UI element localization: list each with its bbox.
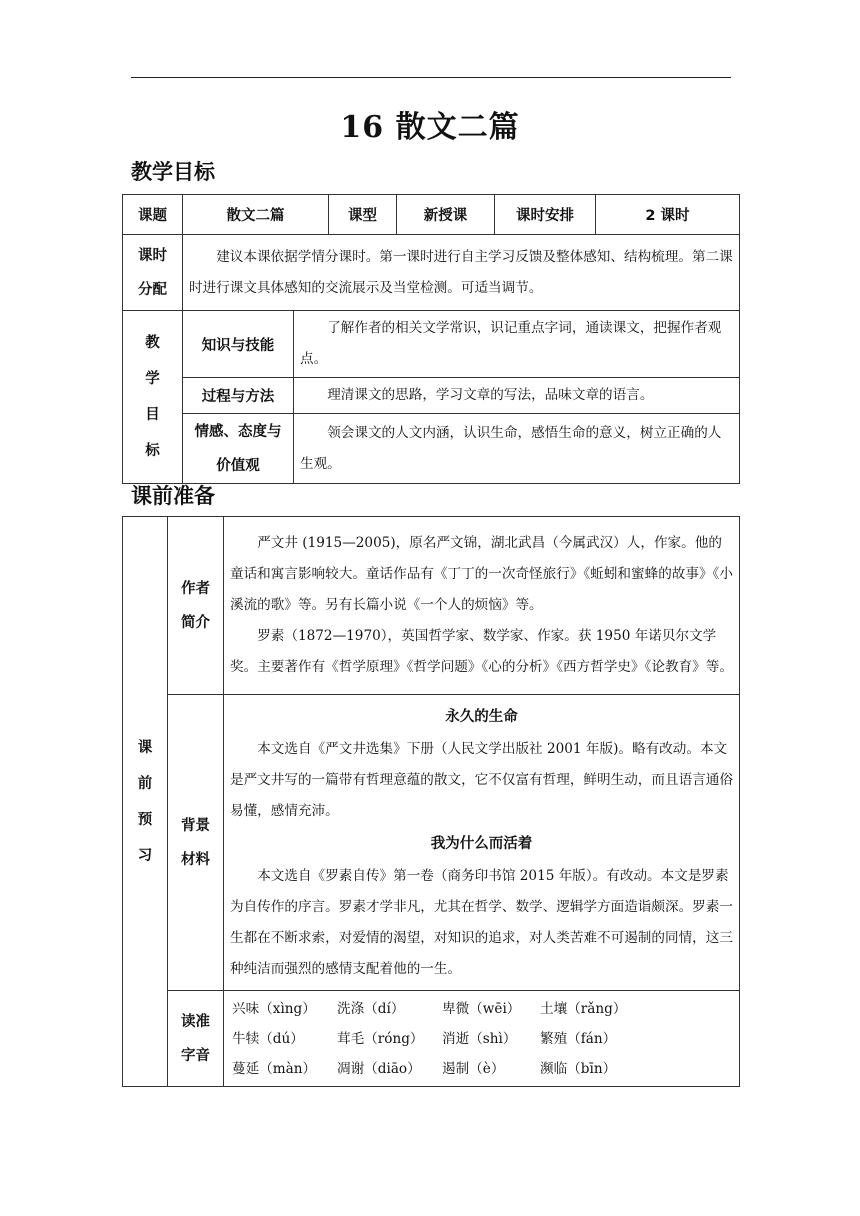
pronunciation-item: 濒临（bīn） xyxy=(540,1060,617,1077)
pronunciation-grid xyxy=(224,992,739,1086)
goals-label-char: 目 xyxy=(145,407,160,423)
pronunciation-item: 凋谢（diāo） xyxy=(337,1060,421,1077)
goals-label-char: 学 xyxy=(145,371,160,387)
pronunciation-label xyxy=(168,991,224,1087)
goal-row-knowledge xyxy=(123,311,740,378)
author-label xyxy=(168,517,224,695)
goal-text-process: 理清课文的思路，学习文章的写法，品味文章的语言。 xyxy=(294,378,740,414)
header-rule xyxy=(131,77,731,78)
allocation-label-line1: 课时 xyxy=(138,247,167,264)
pronunciation-item: 繁殖（fán） xyxy=(540,1030,617,1047)
background-title-living: 我为什么而活着 xyxy=(430,836,533,852)
pronunciation-content xyxy=(224,991,740,1087)
allocation-row xyxy=(123,235,740,311)
objectives-heading: 教学目标 xyxy=(131,160,215,184)
page-title: 16 散文二篇 xyxy=(340,110,520,145)
background-label-line1: 背景 xyxy=(181,817,210,834)
allocation-label xyxy=(123,235,183,311)
schedule-value: 2 课时 xyxy=(596,195,740,235)
goal-label-attitude-line1: 情感、态度与 xyxy=(194,423,282,440)
type-label: 课型 xyxy=(329,195,397,235)
prep-heading: 课前准备 xyxy=(131,484,215,508)
prep-side-label-char: 习 xyxy=(137,847,153,864)
author-para-russell: 罗素（1872—1970），英国哲学家、数学家、作家。获 1950 年诺贝尔文学奖。主要著作有《哲学原理》《哲学问题》《心的分析》《西方哲学史》《论教育》等。 xyxy=(230,628,733,675)
prep-side-label-char: 预 xyxy=(137,811,153,828)
background-para-life: 本文选自《严文井选集》下册（人民文学出版社 2001 年版)。略有改动。本文是严文井写的一篇带有哲理意蕴的散文，它不仅富有哲理，鲜明生动，而且语言通俗易懂，感情充沛。 xyxy=(230,741,733,819)
allocation-label-line2: 分配 xyxy=(138,281,167,298)
background-content xyxy=(224,695,740,991)
pronunciation-label-line1: 读准 xyxy=(181,1013,210,1030)
pronunciation-item: 茸毛（róng） xyxy=(337,1030,424,1047)
pronunciation-item: 蔓延（màn） xyxy=(232,1060,317,1077)
pronunciation-item: 土壤（rǎng） xyxy=(540,1000,627,1017)
goal-row-process xyxy=(123,378,740,414)
author-label-line1: 作者 xyxy=(181,580,210,597)
background-label-line2: 材料 xyxy=(181,851,210,868)
pronunciation-item: 遏制（è） xyxy=(442,1060,505,1077)
allocation-text: 建议本课依据学情分课时。第一课时进行自主学习反馈及整体感知、结构梳理。第二课时进行课文具体感知的交流展示及当堂检测。可适当调节。 xyxy=(183,235,740,311)
pronunciation-item: 牛犊（dú） xyxy=(232,1030,304,1047)
goals-label-char: 标 xyxy=(145,443,160,459)
prep-side-label-char: 课 xyxy=(137,739,153,756)
author-para-yan: 严文井 (1915—2005)，原名严文锦，湖北武昌（今属武汉）人，作家。他的童话和寓言影响较大。童话作品有《丁丁的一次奇怪旅行》《蚯蚓和蜜蜂的故事》《小溪流的歌》等。另有长篇小说《一个人的烦恼》等。 xyxy=(230,535,733,613)
goal-label-attitude xyxy=(183,414,294,484)
background-row xyxy=(123,695,740,991)
author-row xyxy=(123,517,740,695)
goals-label-char: 教 xyxy=(145,335,160,351)
goal-text-knowledge: 了解作者的相关文学常识，识记重点字词，通读课文，把握作者观点。 xyxy=(294,311,740,378)
pronunciation-label-line2: 字音 xyxy=(181,1047,210,1064)
topic-value: 散文二篇 xyxy=(183,195,329,235)
objectives-table xyxy=(122,194,740,484)
background-title-life: 永久的生命 xyxy=(445,709,518,725)
background-para-living: 本文选自《罗素自传》第一卷（商务印书馆 2015 年版）。有改动。本文是罗素为自传作的序言。罗素才学非凡，尤其在哲学、数学、逻辑学方面造诣颇深。罗素一生都在不断求索，对爱情的渴望，对知识的追求，对人类苦难不可遏制的同情，这三种纯洁而强烈的感情支配着他的一生。 xyxy=(230,868,733,977)
goals-label xyxy=(123,311,183,484)
pronunciation-item: 洗涤（dí） xyxy=(337,1000,405,1017)
author-label-line2: 简介 xyxy=(181,614,210,631)
prep-side-label-char: 前 xyxy=(137,775,153,792)
type-value: 新授课 xyxy=(397,195,495,235)
pronunciation-item: 卑微（wēi） xyxy=(442,1000,521,1017)
background-label xyxy=(168,695,224,991)
prep-table xyxy=(122,516,740,1087)
goal-row-attitude xyxy=(123,414,740,484)
prep-side-label xyxy=(123,517,168,1087)
objectives-header-row xyxy=(123,195,740,235)
goal-label-attitude-line2: 价值观 xyxy=(216,457,260,474)
topic-label: 课题 xyxy=(123,195,183,235)
schedule-label: 课时安排 xyxy=(495,195,596,235)
goal-text-attitude: 领会课文的人文内涵，认识生命，感悟生命的意义，树立正确的人生观。 xyxy=(294,414,740,484)
goal-label-process: 过程与方法 xyxy=(183,378,294,414)
goal-label-knowledge: 知识与技能 xyxy=(183,311,294,378)
pronunciation-item: 兴味（xìng） xyxy=(232,1000,316,1017)
pronunciation-item: 消逝（shì） xyxy=(442,1030,517,1047)
pronunciation-row xyxy=(123,991,740,1087)
author-content xyxy=(224,517,740,695)
